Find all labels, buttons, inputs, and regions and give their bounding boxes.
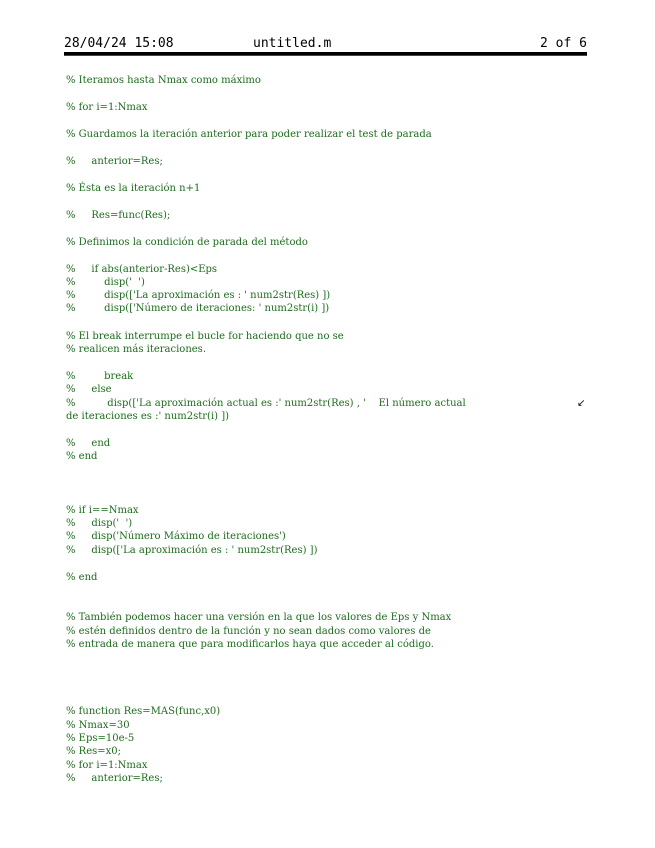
code-line: % Eps=10e-5 <box>66 733 135 744</box>
code-line: % realicen más iteraciones. <box>66 344 206 355</box>
line-continuation-arrow-icon: ↙ <box>577 398 586 409</box>
code-line: % estén definidos dentro de la función y no sean dados como valores de <box>66 626 431 637</box>
code-line: % Iteramos hasta Nmax como máximo <box>66 75 261 86</box>
code-line: % break <box>66 371 134 382</box>
code-line: % else <box>66 384 112 395</box>
code-line: % disp(' ') <box>66 277 145 288</box>
code-line: % function Res=MAS(func,x0) <box>66 706 221 717</box>
code-line: % disp(['Número de iteraciones: ' num2str(i) ]) <box>66 303 330 314</box>
code-line: % disp(['La aproximación es : ' num2str(Res) ]) <box>66 290 331 301</box>
code-line: % entrada de manera que para modificarlos haya que acceder al código. <box>66 639 434 650</box>
code-line: % anterior=Res; <box>66 773 163 784</box>
code-line: % disp(['La aproximación es : ' num2str(Res) ]) <box>66 545 318 556</box>
page-number: 2 of 6 <box>540 36 587 51</box>
code-line: % Definimos la condición de parada del método <box>66 237 308 248</box>
code-line: % También podemos hacer una versión en la que los valores de Eps y Nmax <box>66 612 452 623</box>
code-line-wrapped: de iteraciones es :' num2str(i) ]) <box>66 411 230 422</box>
code-line: % if abs(anterior-Res)<Eps <box>66 264 218 275</box>
code-line: % end <box>66 451 98 462</box>
code-line: % disp('Número Máximo de iteraciones') <box>66 531 286 542</box>
file-name: untitled.m <box>253 36 332 51</box>
code-line: % Ésta es la iteración n+1 <box>66 183 201 194</box>
code-line: % Res=func(Res); <box>66 210 171 221</box>
code-line: % disp(' ') <box>66 518 133 529</box>
code-line: % Nmax=30 <box>66 720 130 731</box>
code-line: % Res=x0; <box>66 746 122 757</box>
code-line: % Guardamos la iteración anterior para poder realizar el test de parada <box>66 129 432 140</box>
code-line: % anterior=Res; <box>66 156 163 167</box>
code-line: % end <box>66 438 111 449</box>
code-line: % end <box>66 572 98 583</box>
code-line: % El break interrumpe el bucle for haciendo que no se <box>66 331 344 342</box>
print-datetime: 28/04/24 15:08 <box>64 36 174 51</box>
code-line: % disp(['La aproximación actual es :' num2str(Res) , ' El número actual <box>66 398 466 409</box>
code-line: % if i==Nmax <box>66 505 139 516</box>
code-line: % for i=1:Nmax <box>66 102 148 113</box>
code-line: % for i=1:Nmax <box>66 760 148 771</box>
